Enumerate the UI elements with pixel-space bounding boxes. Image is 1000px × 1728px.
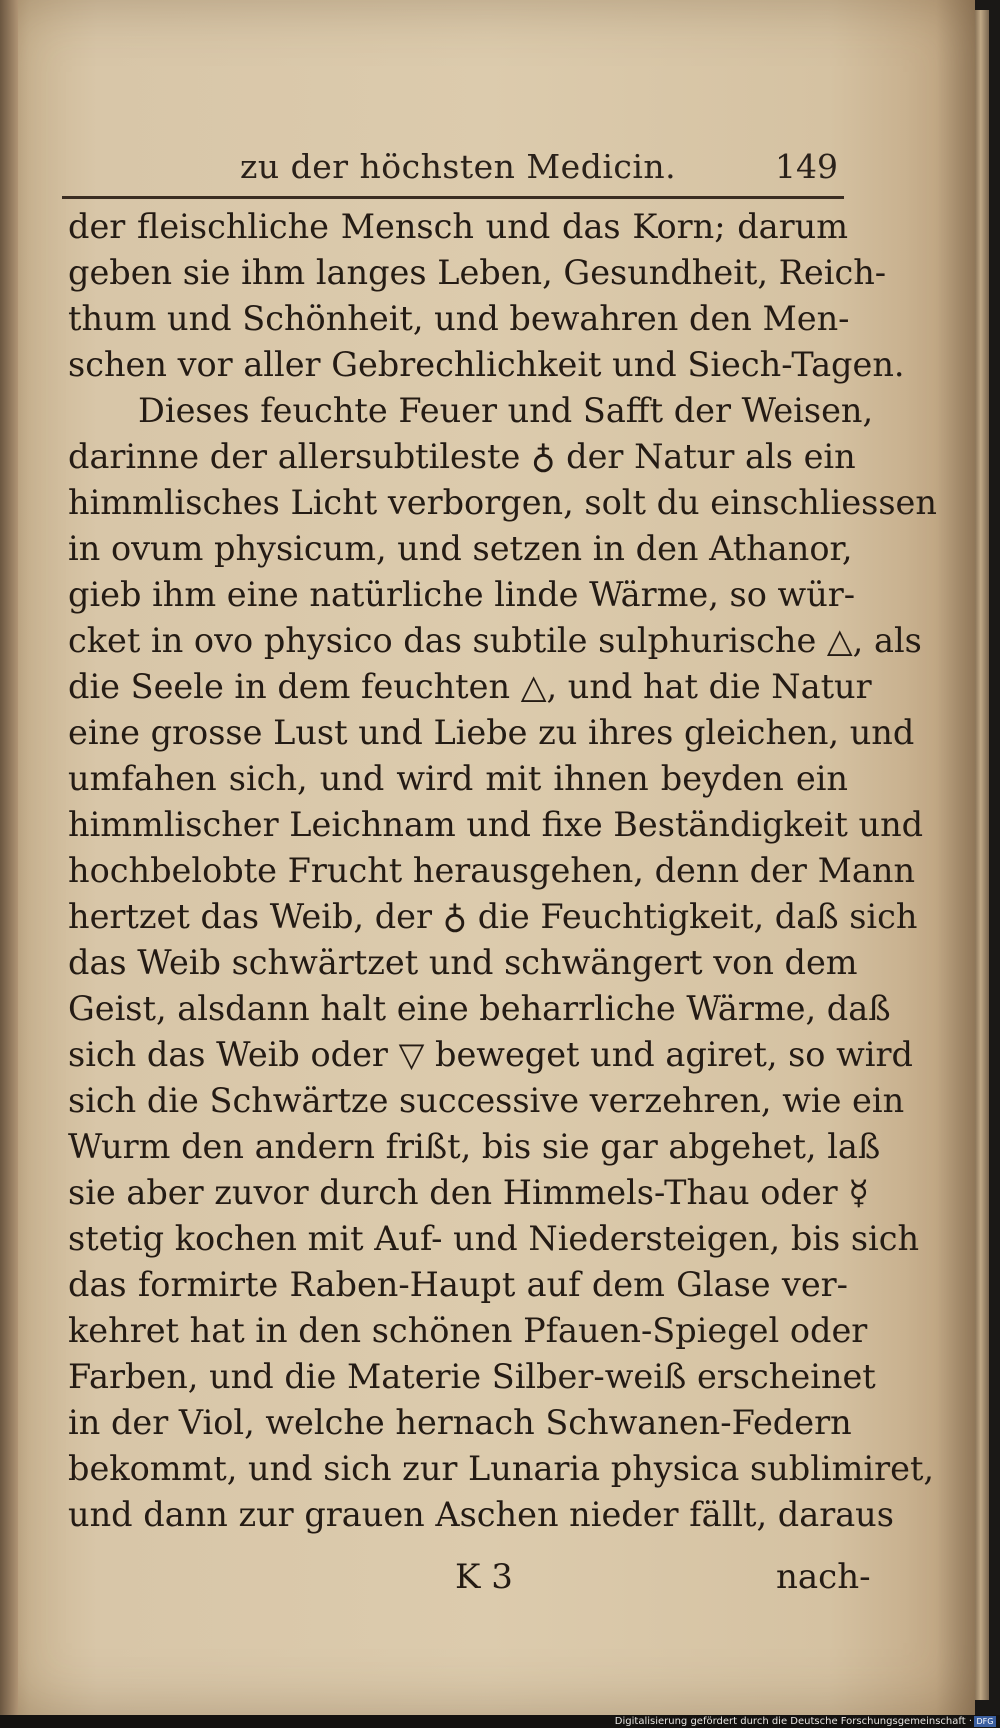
text-line: und dann zur grauen Aschen nieder fällt, daraus: [68, 1495, 894, 1534]
catchword: nach-: [776, 1557, 871, 1597]
text-line: in ovum physicum, und setzen in den Athanor,: [68, 529, 853, 568]
text-line: Dieses feuchte Feuer und Safft der Weisen,: [138, 391, 874, 430]
text-line: sich das Weib oder ▽ beweget und agiret, so wird: [68, 1035, 913, 1074]
text-line: die Seele in dem feuchten △, und hat die Natur: [68, 667, 872, 706]
text-line: der fleischliche Mensch und das Korn; darum: [68, 207, 848, 246]
signature-mark: K 3: [455, 1557, 513, 1597]
text-line: in der Viol, welche hernach Schwanen-Federn: [68, 1403, 852, 1442]
text-line: thum und Schönheit, und bewahren den Men-: [68, 299, 850, 338]
text-line: himmlisches Licht verborgen, solt du einschliessen: [68, 483, 937, 522]
page-edge: [975, 10, 989, 1700]
text-line: bekommt, und sich zur Lunaria physica sublimiret,: [68, 1449, 935, 1488]
running-title: zu der höchsten Medicin.: [240, 147, 677, 186]
text-line: himmlischer Leichnam und fixe Beständigkeit und: [68, 805, 924, 844]
text-line: darinne der allersubtileste ♁ der Natur als ein: [68, 437, 856, 476]
text-line: geben sie ihm langes Leben, Gesundheit, Reich-: [68, 253, 887, 292]
footer-credit: Digitalisierung gefördert durch die Deutsche Forschungsgemeinschaft ·: [614, 1716, 972, 1727]
text-line: sie aber zuvor durch den Himmels-Thau oder ☿: [68, 1173, 869, 1212]
header-rule: [62, 196, 844, 199]
binding-gutter: [0, 0, 18, 1715]
text-line: Farben, und die Materie Silber-weiß erscheinet: [68, 1357, 876, 1396]
text-line: schen vor aller Gebrechlichkeit und Siech-Tagen.: [68, 345, 905, 384]
text-line: Geist, alsdann halt eine beharrliche Wärme, daß: [68, 989, 891, 1028]
text-line: gieb ihm eine natürliche linde Wärme, so wür-: [68, 575, 856, 614]
page-number: 149: [775, 147, 838, 186]
text-line: das formirte Raben-Haupt auf dem Glase ver-: [68, 1265, 848, 1304]
text-line: umfahen sich, und wird mit ihnen beyden ein: [68, 759, 848, 798]
text-line: hochbelobte Frucht herausgehen, denn der Mann: [68, 851, 916, 890]
text-line: sich die Schwärtze successive verzehren, wie ein: [68, 1081, 905, 1120]
text-line: cket in ovo physico das subtile sulphurische △, als: [68, 621, 922, 660]
text-line: stetig kochen mit Auf- und Niedersteigen, bis sich: [68, 1219, 920, 1258]
body-text: [68, 204, 937, 1538]
text-line: Wurm den andern frißt, bis sie gar abgehet, laß: [68, 1127, 881, 1166]
text-line: kehret hat in den schönen Pfauen-Spiegel oder: [68, 1311, 868, 1350]
text-line: eine grosse Lust und Liebe zu ihres gleichen, und: [68, 713, 915, 752]
text-line: hertzet das Weib, der ♁ die Feuchtigkeit, daß sich: [68, 897, 918, 936]
dfg-logo: DFG: [974, 1716, 996, 1727]
text-line: das Weib schwärtzet und schwängert von dem: [68, 943, 858, 982]
